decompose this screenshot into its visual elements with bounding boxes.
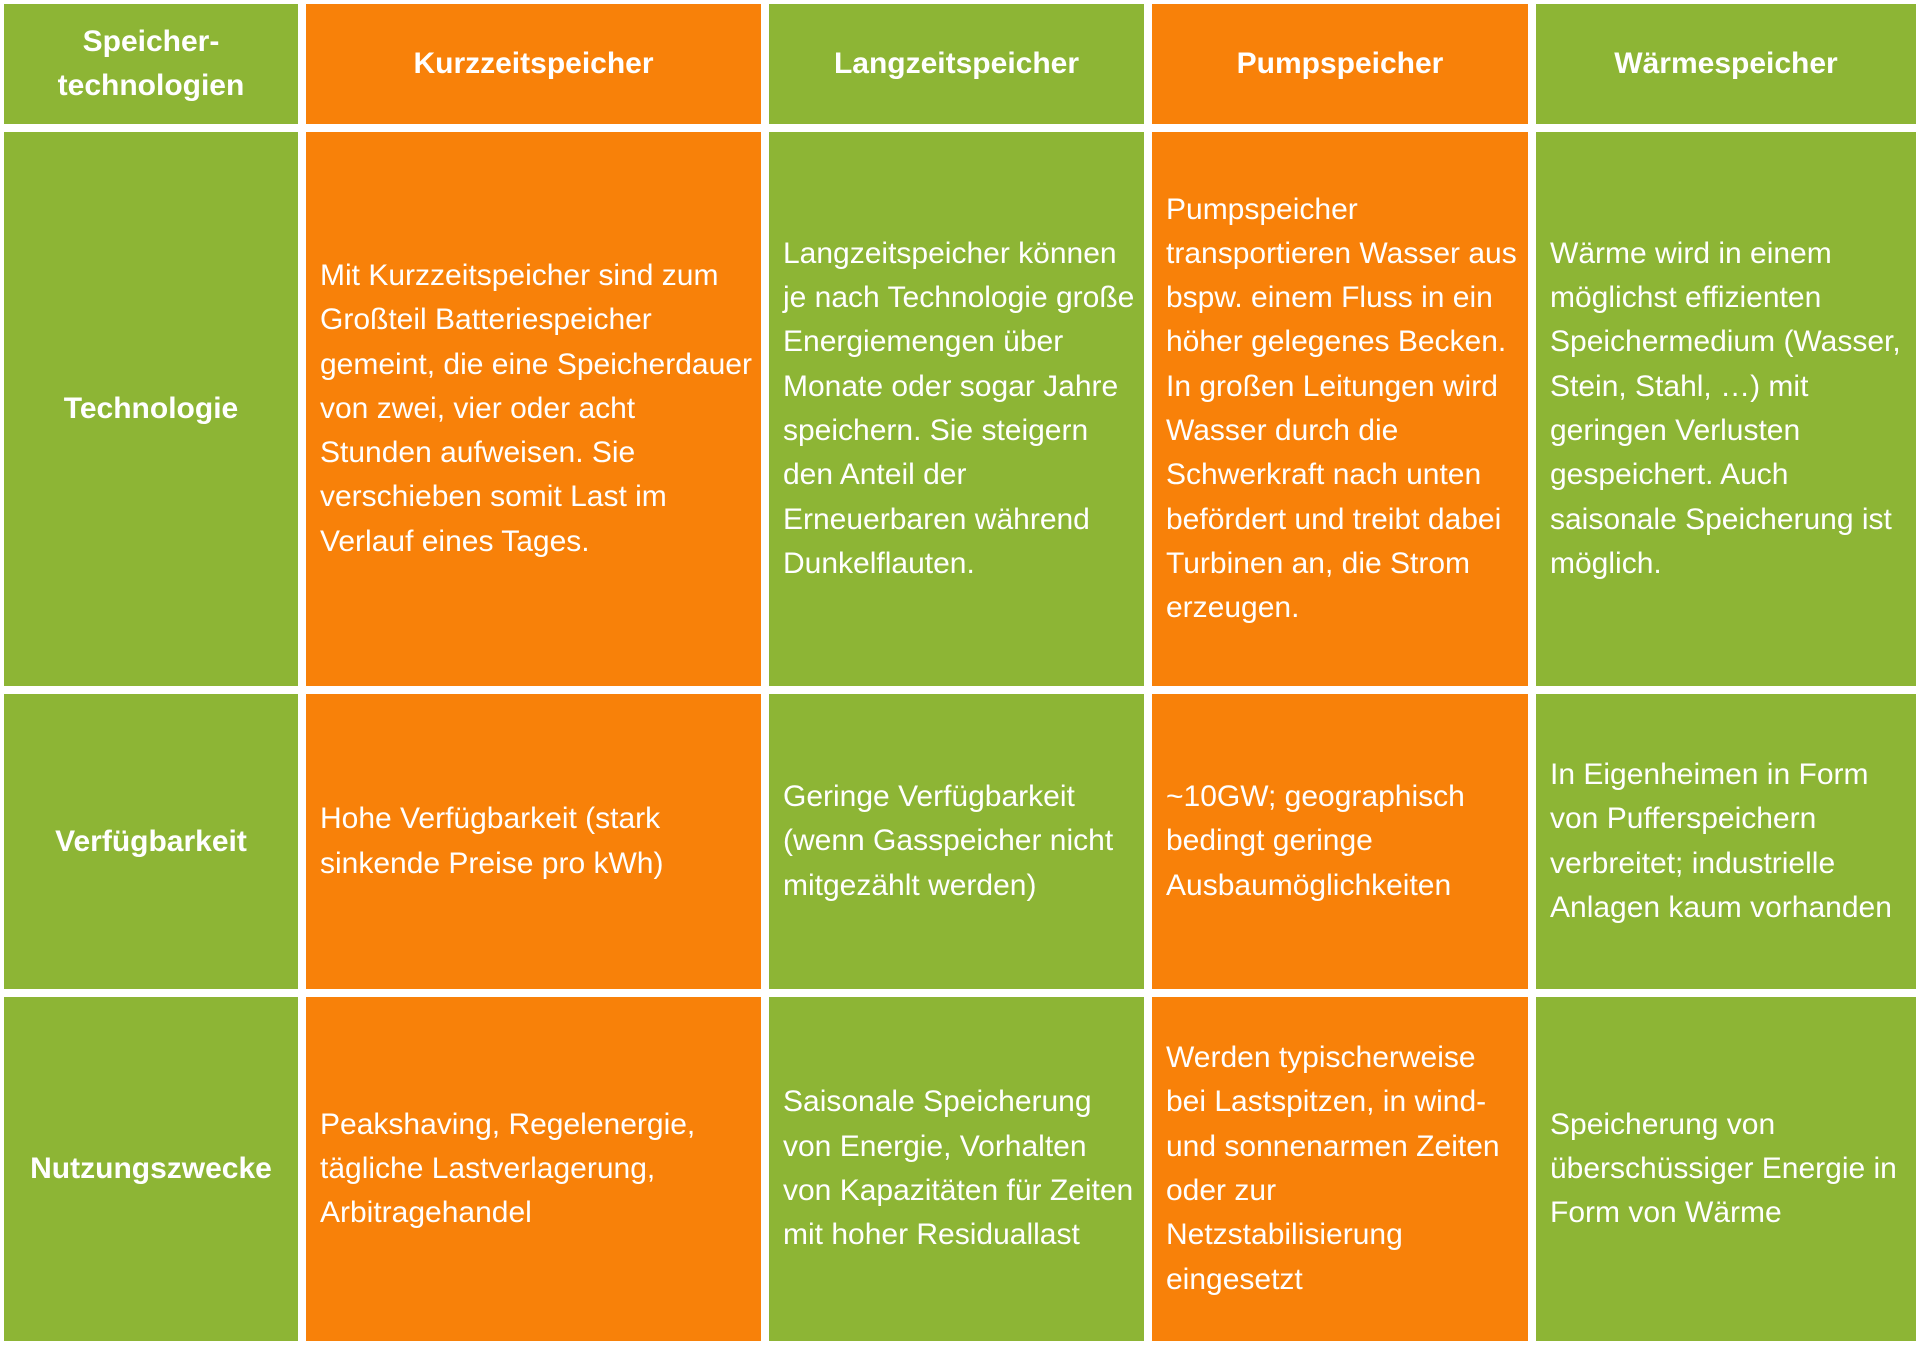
row-header-technologie: Technologie bbox=[0, 128, 302, 690]
corner-header-text: Speicher- technologien bbox=[57, 25, 245, 102]
table-cell: Werden typischerweise bei Lastspitzen, in wind- und sonnenarmen Zeiten oder zur Netzstabilisierung eingesetzt bbox=[1148, 993, 1532, 1345]
table-cell: Saisonale Speicherung von Energie, Vorhalten von Kapazitäten für Zeiten mit hoher Residuallast bbox=[765, 993, 1148, 1345]
table-cell: Peakshaving, Regelenergie, tägliche Lastverlagerung, Arbitragehandel bbox=[302, 993, 765, 1345]
corner-header bbox=[0, 0, 302, 128]
column-header-waermespeicher: Wärmespeicher bbox=[1532, 0, 1920, 128]
table-cell: Mit Kurzzeitspeicher sind zum Großteil Batteriespeicher gemeint, die eine Speicherdauer von zwei, vier oder acht Stunden aufweisen. Sie verschieben somit Last im Verlauf eines Tages. bbox=[302, 128, 765, 690]
row-header-nutzungszwecke: Nutzungszwecke bbox=[0, 993, 302, 1345]
table-cell: Speicherung von überschüssiger Energie in Form von Wärme bbox=[1532, 993, 1920, 1345]
table-cell: Wärme wird in einem möglichst effizienten Speichermedium (Wasser, Stein, Stahl, …) mit geringen Verlusten gespeichert. Auch saisonale Speicherung ist möglich. bbox=[1532, 128, 1920, 690]
table-cell: Hohe Verfügbarkeit (stark sinkende Preise pro kWh) bbox=[302, 690, 765, 993]
table-cell: Geringe Verfügbarkeit (wenn Gasspeicher nicht mitgezählt werden) bbox=[765, 690, 1148, 993]
table-cell: Pumpspeicher transportieren Wasser aus bspw. einem Fluss in ein höher gelegenes Becken. In großen Leitungen wird Wasser durch die Schwerkraft nach unten befördert und treibt dabei Turbinen an, die Strom erzeugen. bbox=[1148, 128, 1532, 690]
table-cell: ~10GW; geographisch bedingt geringe Ausbaumöglichkeiten bbox=[1148, 690, 1532, 993]
table-cell: Langzeitspeicher können je nach Technologie große Energiemengen über Monate oder sogar Jahre speichern. Sie steigern den Anteil der Erneuerbaren während Dunkelflauten. bbox=[765, 128, 1148, 690]
row-header-verfuegbarkeit: Verfügbarkeit bbox=[0, 690, 302, 993]
column-header-pumpspeicher: Pumpspeicher bbox=[1148, 0, 1532, 128]
table-cell: In Eigenheimen in Form von Pufferspeichern verbreitet; industrielle Anlagen kaum vorhanden bbox=[1532, 690, 1920, 993]
column-header-langzeitspeicher: Langzeitspeicher bbox=[765, 0, 1148, 128]
column-header-kurzzeitspeicher: Kurzzeitspeicher bbox=[302, 0, 765, 128]
